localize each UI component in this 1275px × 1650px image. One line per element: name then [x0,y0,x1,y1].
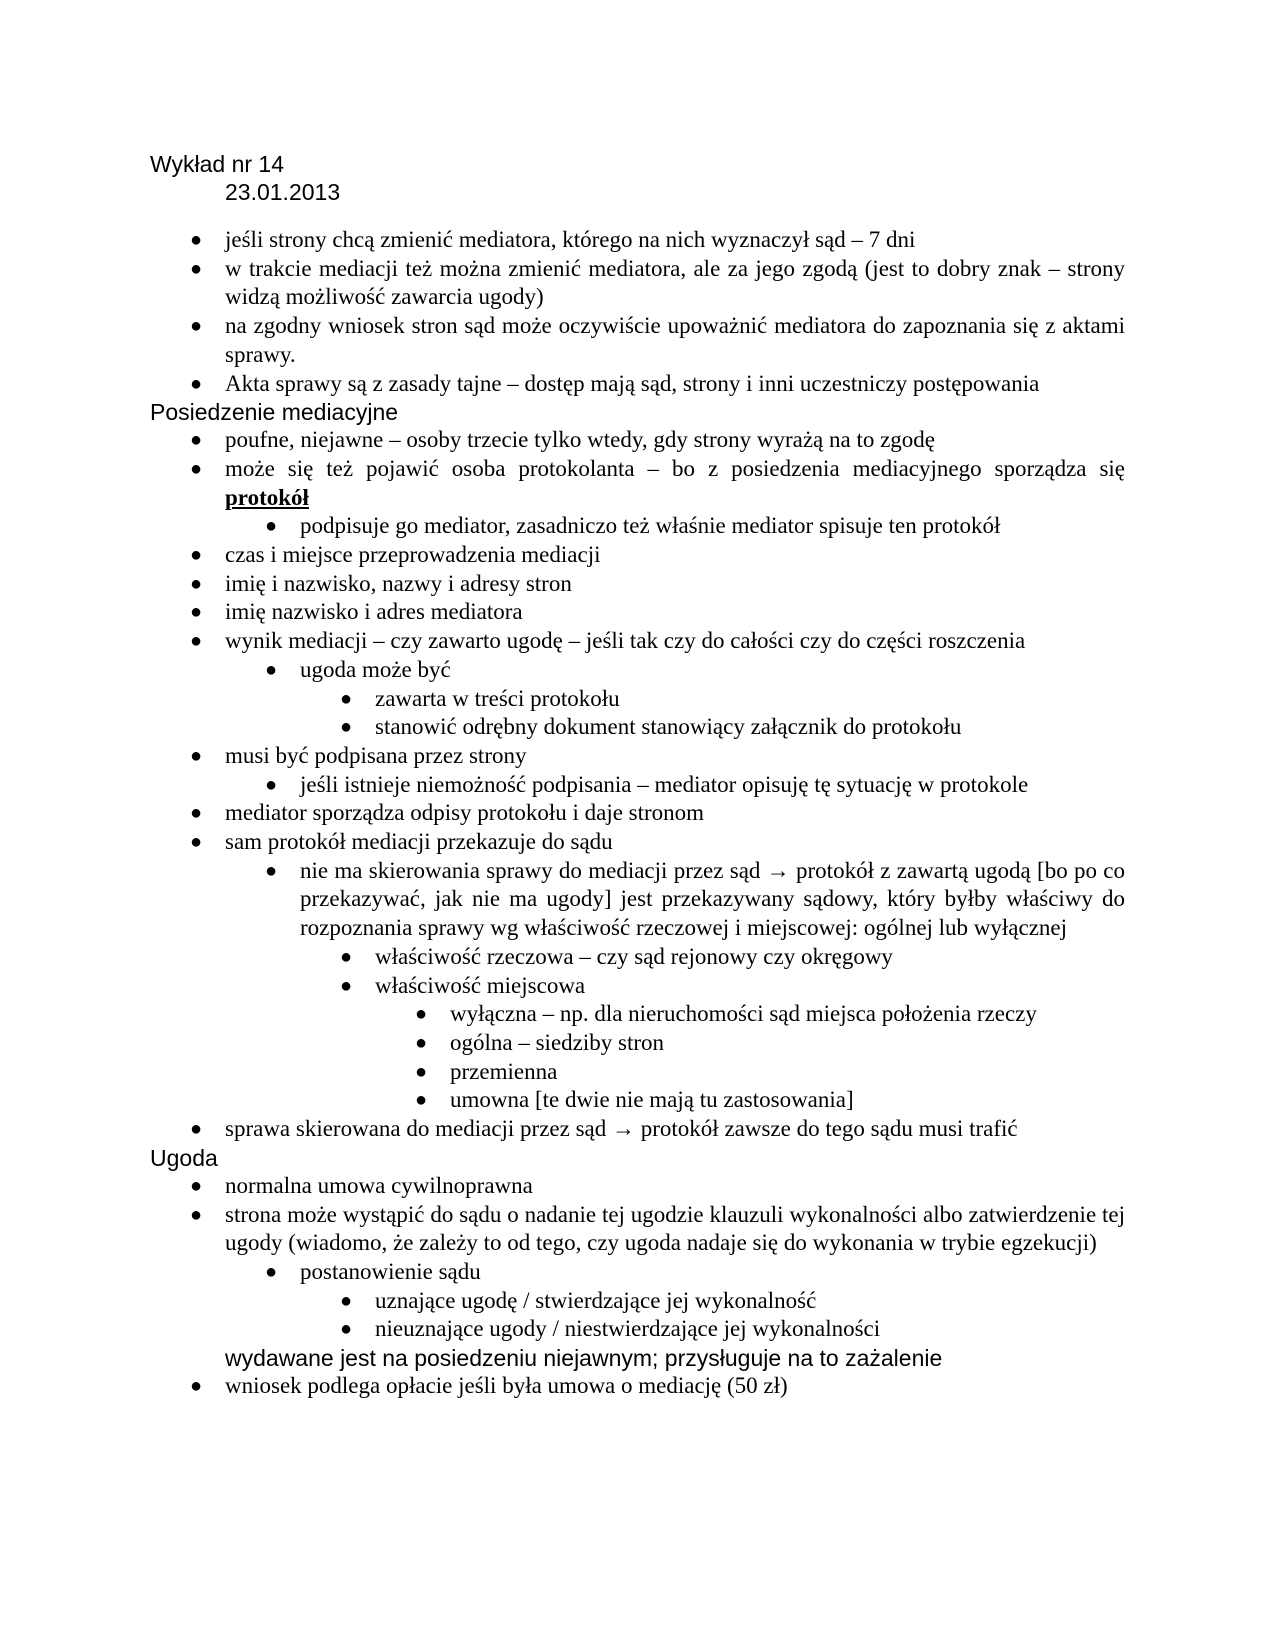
section-heading-posiedzenie: Posiedzenie mediacyjne [150,399,399,426]
list-item: ● Akta sprawy są z zasady tajne – dostęp mają sąd, strony i inni uczestniczy postępowania [150,370,1125,399]
bullet-icon: ● [190,744,203,767]
bullet-icon: ● [190,1203,203,1226]
bullet-icon: ● [415,1089,428,1112]
list-item: ● wynik mediacji – czy zawarto ugodę – jeśli tak czy do całości czy do części roszczenia [150,627,1125,656]
intro-list [150,226,1125,398]
list-item: ● strona może wystąpić do sądu o nadanie tej ugodzie klauzuli wykonalności albo zatwierdzenie tej ugody (wiadomo, że zależy to od tego, czy ugoda nadaje się do wykonania w trybie egzekucji) [190,1201,1125,1256]
bullet-icon: ● [190,1375,203,1398]
posiedzenie-list [150,426,1125,1144]
list-item: ● właściwość miejscowa [150,972,1125,1001]
list-item: ● mediator sporządza odpisy protokołu i daje stronom [150,799,1125,828]
section-heading-ugoda: Ugoda [150,1144,218,1171]
protokol-keyword: protokół [225,484,309,510]
bullet-icon: ● [190,457,203,480]
bullet-icon: ● [190,372,203,395]
bullet-icon: ● [340,716,353,739]
bullet-icon: ● [265,515,278,538]
bullet-icon: ● [190,315,203,338]
list-item: ● nie ma skierowania sprawy do mediacji przez sąd → protokół z zawartą ugodą [bo po co przekazywać, jak nie ma ugody] jest przekazywany sądowy, który byłby właściwy do rozpoznania sprawy wg właściwość rzeczowej i miejscowej: ogólnej lub wyłącznej [265,857,1125,941]
list-item: ● w trakcie mediacji też można zmienić mediatora, ale za jego zgodą (jest to dobry znak – strony widzą możliwość zawarcia ugody) [190,255,1125,310]
list-item: ● na zgodny wniosek stron sąd może oczywiście upoważnić mediatora do zapoznania się z aktami sprawy. [190,313,1125,367]
bullet-icon: ● [265,859,278,882]
bullet-icon: ● [415,1003,428,1026]
bullet-icon: ● [190,257,203,280]
bullet-icon: ● [190,802,203,825]
list-item: ● jeśli strony chcą zmienić mediatora, którego na nich wyznaczył sąd – 7 dni [150,226,1125,255]
lecture-date: 23.01.2013 [225,179,341,205]
list-item: ● sam protokół mediacji przekazuje do sądu [150,828,1125,857]
list-item: ● imię i nazwisko, nazwy i adresy stron [150,570,1125,599]
list-item: ● poufne, niejawne – osoby trzecie tylko wtedy, gdy strony wyrażą na to zgodę [150,426,1125,455]
list-item: ● ogólna – siedziby stron [150,1029,1125,1058]
bullet-icon: ● [340,974,353,997]
bullet-icon: ● [190,1174,203,1197]
bullet-icon: ● [340,1318,353,1341]
list-item: ● nieuznające ugody / niestwierdzające jej wykonalności [150,1315,1125,1344]
list-item: ● postanowienie sądu [150,1258,1125,1287]
list-item: ● właściwość rzeczowa – czy sąd rejonowy czy okręgowy [150,943,1125,972]
list-item: ● musi być podpisana przez strony [150,742,1125,771]
list-item: ● wyłączna – np. dla nieruchomości sąd miejsca położenia rzeczy [150,1000,1125,1029]
bullet-icon: ● [265,658,278,681]
bullet-icon: ● [190,1118,203,1141]
list-item: ● czas i miejsce przeprowadzenia mediacji [150,541,1125,570]
list-item: ● umowna [te dwie nie mają tu zastosowania] [150,1086,1125,1115]
list-item: ● stanowić odrębny dokument stanowiący załącznik do protokołu [150,713,1125,742]
bullet-icon: ● [265,1260,278,1283]
bullet-icon: ● [190,831,203,854]
bullet-icon: ● [415,1060,428,1083]
lecture-title: Wykład nr 14 [150,151,285,177]
list-item: ● normalna umowa cywilnoprawna [150,1172,1125,1201]
decision-note: wydawane jest na posiedzeniu niejawnym; przysługuje na to zażalenie [225,1345,943,1372]
bullet-icon: ● [340,687,353,710]
list-item: ● sprawa skierowana do mediacji przez sąd → protokół zawsze do tego sądu musi trafić [150,1115,1125,1144]
bullet-icon: ● [190,229,203,251]
bullet-icon: ● [190,429,203,452]
list-item: ● podpisuje go mediator, zasadniczo też właśnie mediator spisuje ten protokół [150,512,1125,541]
bullet-icon: ● [190,630,203,653]
bullet-icon: ● [190,572,203,595]
bullet-icon: ● [190,544,203,567]
list-item: ● może się też pojawić osoba protokolanta – bo z posiedzenia mediacyjnego sporządza się protokół [190,455,1125,510]
list-item: ● uznające ugodę / stwierdzające jej wykonalność [150,1287,1125,1316]
list-item: ● przemienna [150,1058,1125,1087]
list-item: ● imię nazwisko i adres mediatora [150,598,1125,627]
list-item: ● wniosek podlega opłacie jeśli była umowa o mediację (50 zł) [150,1372,1125,1401]
bullet-icon: ● [265,773,278,796]
bullet-icon: ● [340,1289,353,1312]
list-item: ● ugoda może być [150,656,1125,685]
bullet-icon: ● [415,1031,428,1054]
bullet-icon: ● [190,601,203,624]
list-item: ● jeśli istnieje niemożność podpisania – mediator opisuję tę sytuację w protokole [150,771,1125,800]
document-content [150,150,1125,1401]
ugoda-list-end [150,1372,1125,1401]
list-item: ● zawarta w treści protokołu [150,685,1125,714]
ugoda-list [150,1172,1125,1344]
bullet-icon: ● [340,945,353,968]
